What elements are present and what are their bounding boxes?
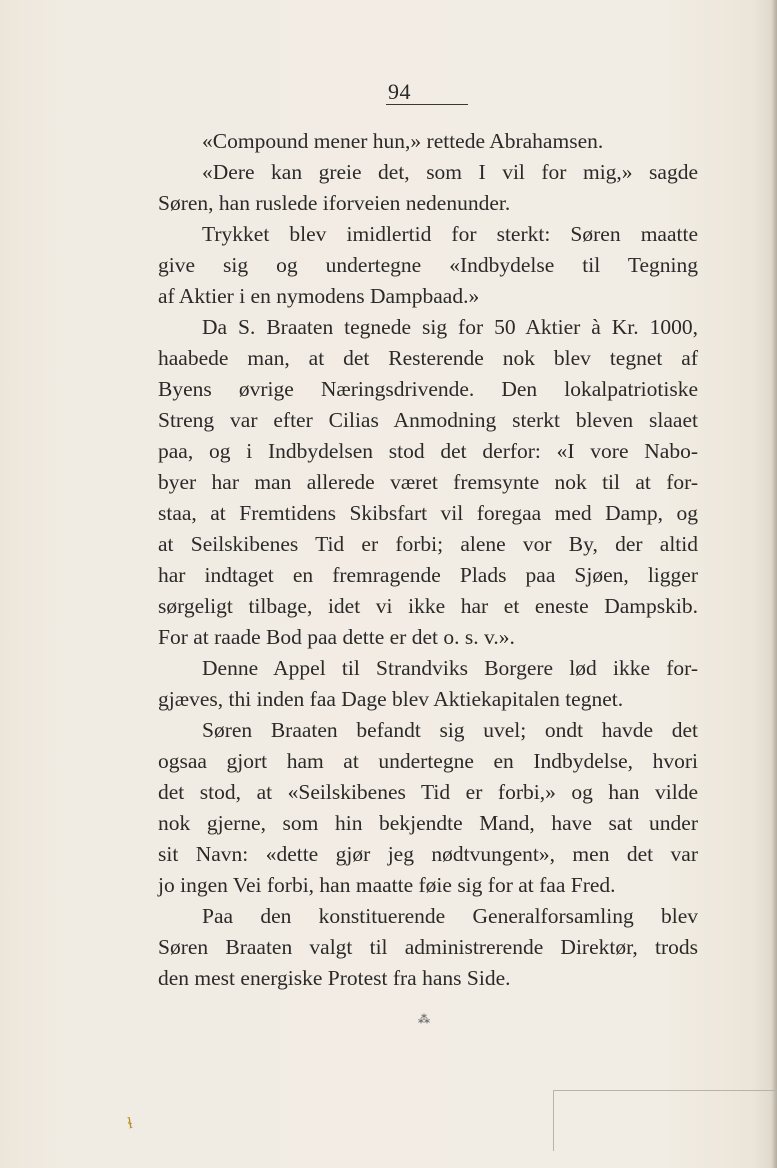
text-line: ogsaa gjort ham at undertegne en Indbydelse, hvori: [158, 749, 698, 773]
text-line: har indtaget en fremragende Plads paa Sjøen, ligger: [158, 563, 698, 587]
text-line: Streng var efter Cilias Anmodning sterkt bleven slaaet: [158, 408, 698, 432]
text-line: Da S. Braaten tegnede sig for 50 Aktier à Kr. 1000,: [202, 315, 698, 339]
text-line: gjæves, thi inden faa Dage blev Aktiekapitalen tegnet.: [158, 687, 624, 711]
text-line: haabede man, at det Resterende nok blev tegnet af: [158, 346, 698, 370]
text-line: det stod, at «Seilskibenes Tid er forbi,» og han vilde: [158, 780, 698, 804]
text-line: staa, at Fremtidens Skibsfart vil foregaa med Damp, og: [158, 501, 698, 525]
page-number: 94: [388, 79, 411, 104]
margin-mark: ɬ: [126, 1114, 134, 1133]
text-line: give sig og undertegne «Indbydelse til Tegning: [158, 253, 698, 277]
corner-frame: [553, 1090, 777, 1151]
text-line: Paa den konstituerende Generalforsamling blev: [202, 904, 698, 928]
page-edge-shadow: [771, 0, 777, 1168]
text-line: Søren Braaten valgt til administrerende Direktør, trods: [158, 935, 698, 959]
text-line: af Aktier i en nymodens Dampbaad.»: [158, 284, 480, 308]
text-line: sørgeligt tilbage, idet vi ikke har et eneste Dampskib.: [158, 594, 698, 618]
text-line: Denne Appel til Strandviks Borgere lød ikke for-: [202, 656, 698, 680]
text-line: jo ingen Vei forbi, han maatte føie sig for at faa Fred.: [158, 873, 616, 897]
body-text: [158, 126, 698, 994]
section-end-asterism: ⁂: [418, 1012, 430, 1026]
text-line: Søren Braaten befandt sig uvel; ondt havde det: [202, 718, 698, 742]
text-line: paa, og i Indbydelsen stod det derfor: «I vore Nabo-: [158, 439, 698, 463]
page-number-rule: [386, 104, 468, 105]
text-line: Trykket blev imidlertid for sterkt: Søren maatte: [202, 222, 698, 246]
text-line: nok gjerne, som hin bekjendte Mand, have sat under: [158, 811, 698, 835]
text-line: at Seilskibenes Tid er forbi; alene vor By, der altid: [158, 532, 698, 556]
text-line: «Compound mener hun,» rettede Abrahamsen.: [202, 129, 604, 153]
text-line: Søren, han ruslede iforveien nedenunder.: [158, 191, 511, 215]
text-line: «Dere kan greie det, som I vil for mig,» sagde: [202, 160, 698, 184]
text-line: den mest energiske Protest fra hans Side.: [158, 966, 511, 990]
text-line: byer har man allerede været fremsynte nok til at for-: [158, 470, 698, 494]
text-line: sit Navn: «dette gjør jeg nødtvungent», men det var: [158, 842, 698, 866]
text-line: Byens øvrige Næringsdrivende. Den lokalpatriotiske: [158, 377, 698, 401]
text-line: For at raade Bod paa dette er det o. s. v.».: [158, 625, 515, 649]
